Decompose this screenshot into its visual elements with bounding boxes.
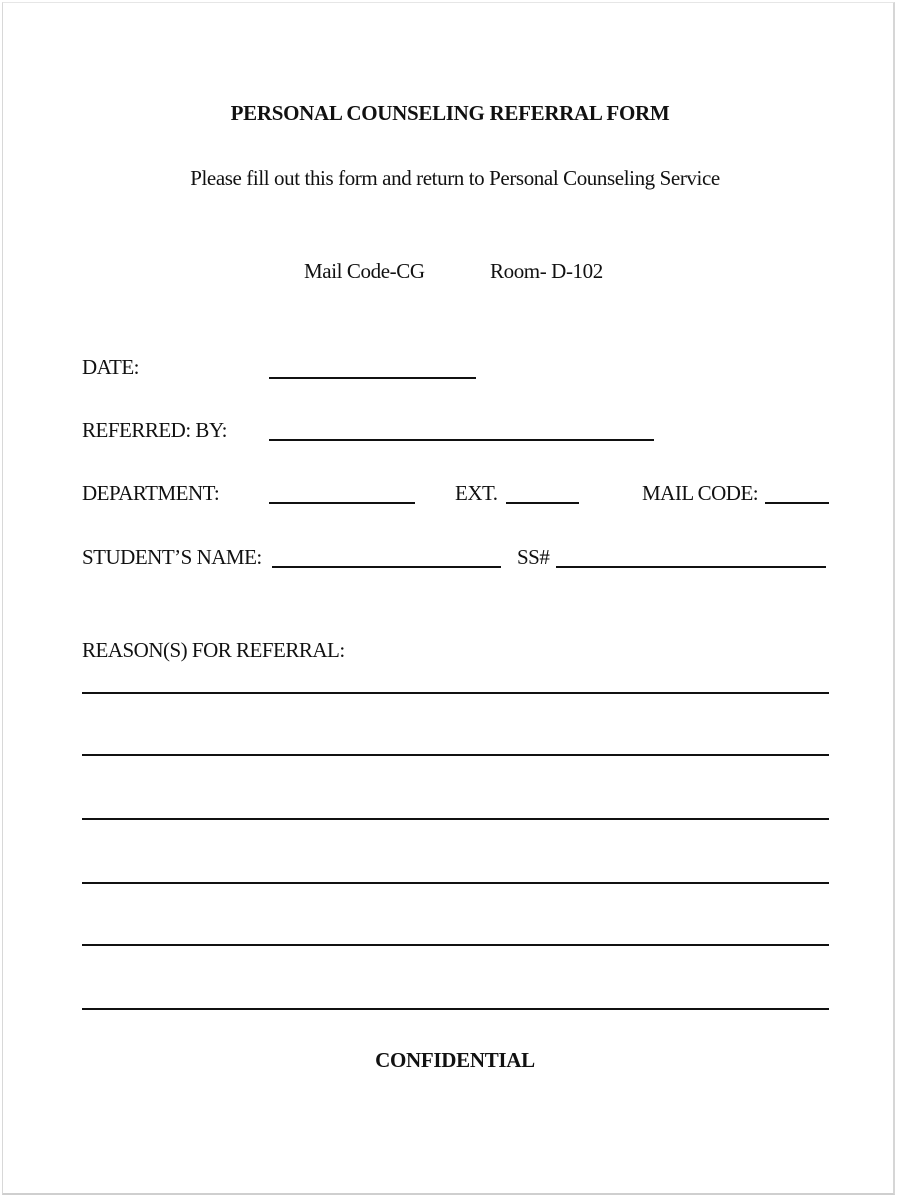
reason-line-2[interactable]: [82, 754, 829, 756]
student-name-field-line[interactable]: [272, 566, 501, 568]
form-title: PERSONAL COUNSELING REFERRAL FORM: [230, 101, 670, 125]
date-field-line[interactable]: [269, 377, 476, 379]
reason-line-4[interactable]: [82, 882, 829, 884]
student-name-label: STUDENT’S NAME:: [82, 545, 262, 569]
form-instruction: Please fill out this form and return to Personal Counseling Service: [190, 166, 720, 190]
department-field-line[interactable]: [269, 502, 415, 504]
ext-label: EXT.: [455, 481, 498, 505]
confidential-footer: CONFIDENTIAL: [375, 1048, 535, 1072]
mail-code-info: Mail Code-CG: [304, 259, 425, 283]
mail-code-field-line[interactable]: [765, 502, 829, 504]
ss-label: SS#: [517, 545, 550, 569]
mail-code-label: MAIL CODE:: [642, 481, 759, 505]
ext-field-line[interactable]: [506, 502, 579, 504]
reasons-label: REASON(S) FOR REFERRAL:: [82, 638, 345, 662]
reason-line-3[interactable]: [82, 818, 829, 820]
referred-by-label: REFERRED: BY:: [82, 418, 228, 442]
department-label: DEPARTMENT:: [82, 481, 220, 505]
reason-line-1[interactable]: [82, 692, 829, 694]
reason-line-6[interactable]: [82, 1008, 829, 1010]
room-info: Room- D-102: [490, 259, 603, 283]
date-label: DATE:: [82, 355, 139, 379]
reason-line-5[interactable]: [82, 944, 829, 946]
ss-field-line[interactable]: [556, 566, 826, 568]
referred-by-field-line[interactable]: [269, 439, 654, 441]
